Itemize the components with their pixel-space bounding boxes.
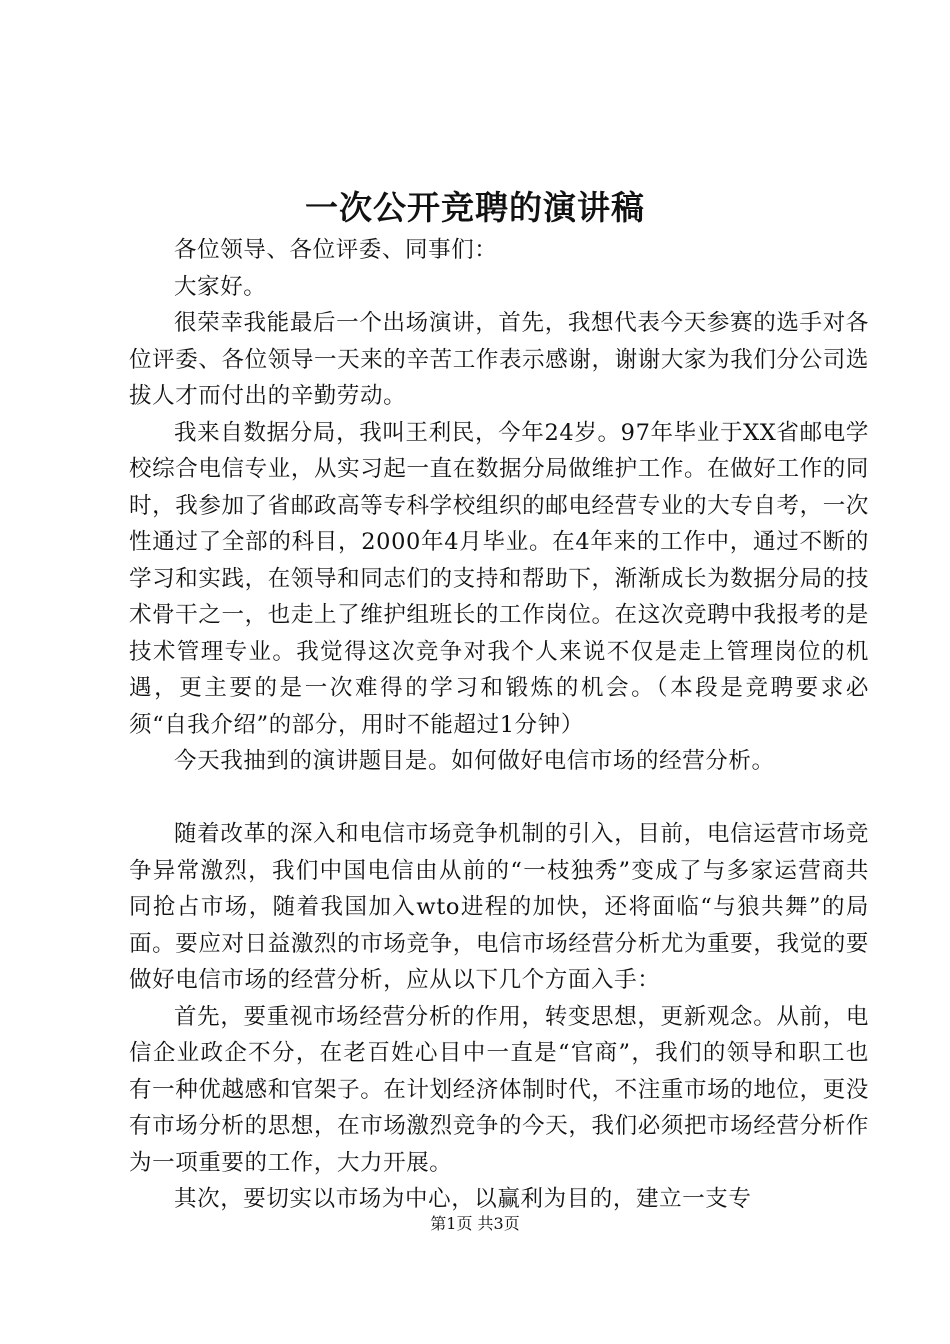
page-footer: 第1页 共3页 bbox=[430, 1214, 520, 1233]
paragraph-first-point: 首先，要重视市场经营分析的作用，转变思想，更新观念。从前，电信企业政企不分，在老百姓心目中一直是“官商”，我们的领导和职工也有一种优越感和官架子。在计划经济体制时代，不注重市场的地位，更没有市场分析的思想，在市场激烈竞争的今天，我们必须把市场经营分析作为一项重要的工作，大力开展。 bbox=[129, 1003, 869, 1176]
document-body bbox=[129, 232, 869, 1218]
document-title: 一次公开竞聘的演讲稿 bbox=[305, 188, 645, 227]
paragraph-second-point: 其次，要切实以市场为中心，以赢利为目的，建立一支专 bbox=[174, 1186, 752, 1212]
paragraph-salutation: 各位领导、各位评委、同事们： bbox=[174, 237, 498, 263]
paragraph-self-introduction: 我来自数据分局，我叫王利民，今年24岁。97年毕业于XX省邮电学校综合电信专业，从实习起一直在数据分局做维护工作。在做好工作的同时，我参加了省邮政高等专科学校组织的邮电经营专业的大专自考，一次性通过了全部的科目，2000年4月毕业。在4年来的工作中，通过不断的学习和实践，在领导和同志们的支持和帮助下，渐渐成长为数据分局的技术骨干之一，也走上了维护组班长的工作岗位。在这次竞聘中我报考的是技术管理专业。我觉得这次竞争对我个人来说不仅是走上管理岗位的机遇，更主要的是一次难得的学习和锻炼的机会。（本段是竞聘要求必须“自我介绍”的部分，用时不能超过1分钟） bbox=[129, 419, 869, 738]
paragraph-background: 随着改革的深入和电信市场竞争机制的引入，目前，电信运营市场竞争异常激烈，我们中国电信由从前的“一枝独秀”变成了与多家运营商共同抢占市场，随着我国加入wto进程的加快，还将面临“与狼共舞”的局面。要应对日益激烈的市场竞争，电信市场经营分析尤为重要，我觉的要做好电信市场的经营分析，应从以下几个方面入手： bbox=[129, 821, 869, 993]
paragraph-greeting: 大家好。 bbox=[174, 273, 267, 300]
paragraph-topic: 今天我抽到的演讲题目是。如何做好电信市场的经营分析。 bbox=[174, 748, 775, 774]
paragraph-thanks: 很荣幸我能最后一个出场演讲，首先，我想代表今天参赛的选手对各位评委、各位领导一天来的辛苦工作表示感谢，谢谢大家为我们分公司选拔人才而付出的辛勤劳动。 bbox=[129, 310, 869, 409]
